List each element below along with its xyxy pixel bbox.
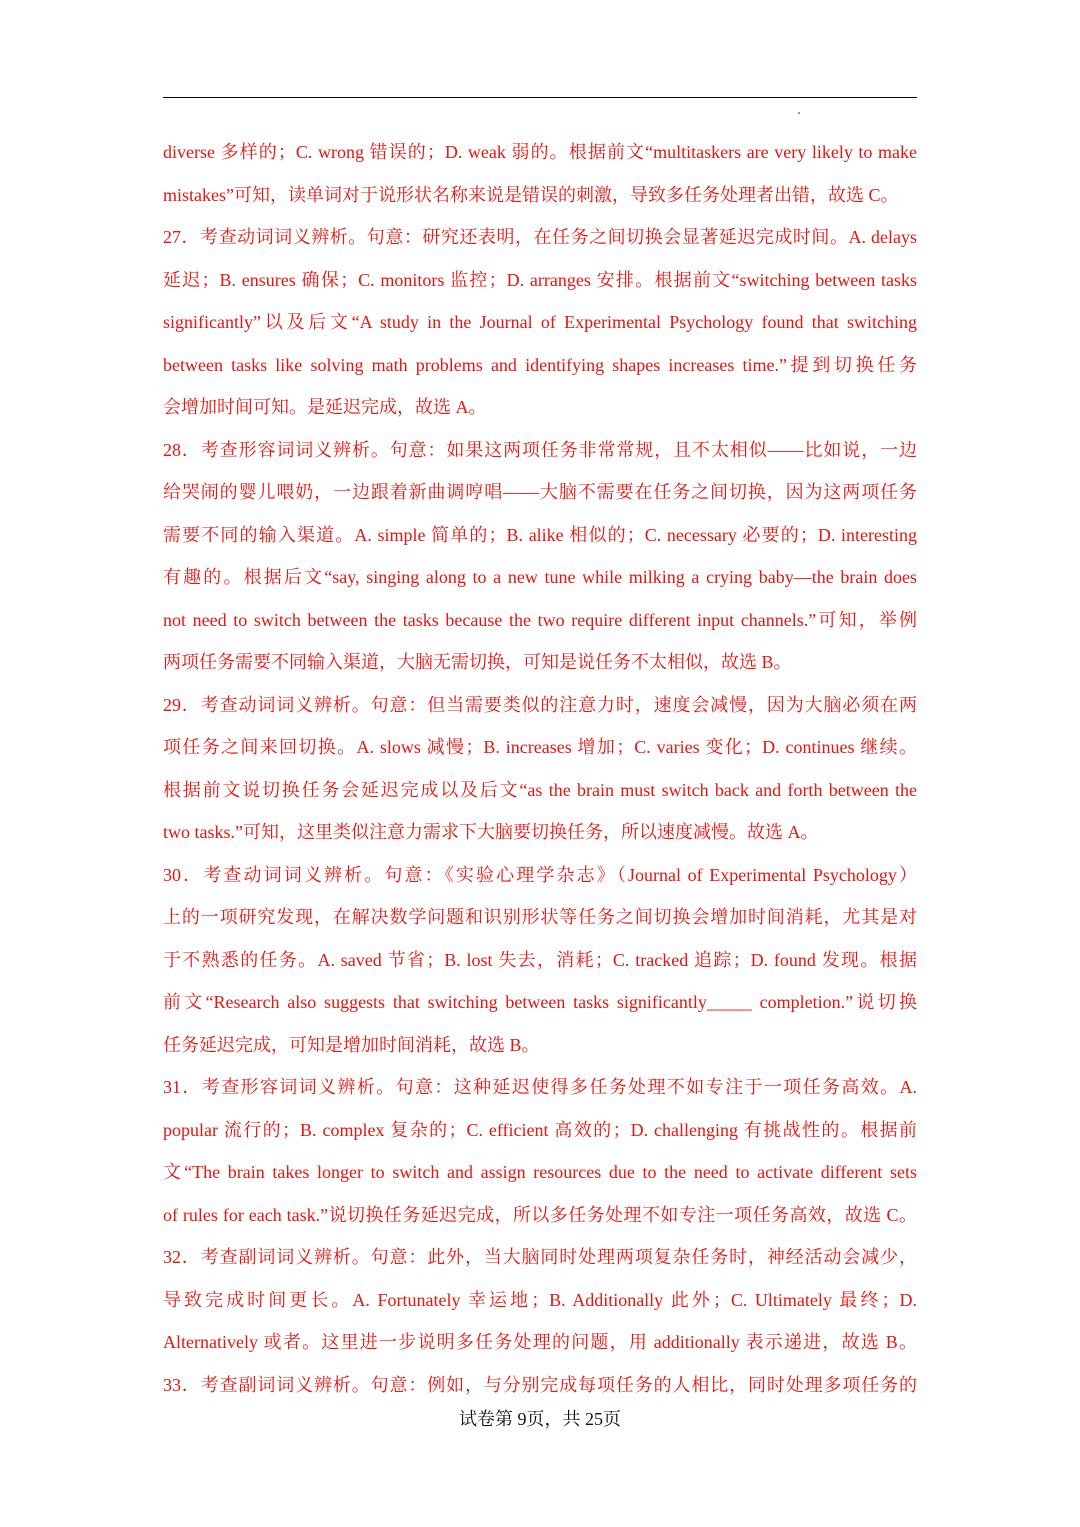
- text-line: not need to switch between the tasks because the two require different input channels.”可知，举例: [163, 609, 917, 630]
- text-line: popular 流行的；B. complex 复杂的；C. efficient 高效的；D. challenging 有挑战性的。根据前: [163, 1119, 917, 1140]
- header-rule: [163, 97, 917, 98]
- text-line: 27．考查动词词义辨析。句意：研究还表明，在任务之间切换会显著延迟完成时间。A. delays: [163, 227, 917, 247]
- text-line: diverse 多样的；C. wrong 错误的；D. weak 弱的。根据前文“multitaskers are very likely to make: [163, 142, 917, 162]
- text-line: 文“The brain takes longer to switch and assign resources due to the need to activate different sets: [163, 1162, 917, 1182]
- text-line: of rules for each task.”说切换任务延迟完成，所以多任务处理不如专注一项任务高效，故选 C。: [163, 1204, 917, 1225]
- text-line: 根据前文说切换任务会延迟完成以及后文“as the brain must switch back and forth between the: [163, 779, 917, 800]
- answer-explanation-body: [163, 131, 917, 1406]
- text-line: 会增加时间可知。是延迟完成，故选 A。: [163, 397, 487, 417]
- text-line: 有趣的。根据后文“say, singing along to a new tune while milking a crying baby—the brain does: [163, 567, 917, 587]
- text-line: two tasks.”可知，这里类似注意力需求下大脑要切换任务，所以速度减慢。故选 A。: [163, 822, 819, 842]
- text-line: 延迟；B. ensures 确保；C. monitors 监控；D. arranges 安排。根据前文“switching between tasks: [163, 269, 917, 290]
- text-line: 前文“Research also suggests that switching between tasks significantly_____ completion.”说切换: [163, 992, 917, 1012]
- text-line: mistakes”可知，读单词对于说形状名称来说是错误的刺激，导致多任务处理者出错，故选 C。: [163, 184, 899, 205]
- text-line: 项任务之间来回切换。A. slows 减慢；B. increases 增加；C. varies 变化；D. continues 继续。: [163, 737, 917, 757]
- header-mark: [798, 112, 800, 114]
- text-line: 导致完成时间更长。A. Fortunately 幸运地；B. Additionally 此外；C. Ultimately 最终；D.: [163, 1289, 917, 1310]
- text-line: 28．考查形容词词义辨析。句意：如果这两项任务非常常规，且不太相似——比如说，一边: [163, 439, 917, 460]
- text-line: 上的一项研究发现，在解决数学问题和识别形状等任务之间切换会增加时间消耗，尤其是对: [163, 907, 917, 927]
- text-line: 任务延迟完成，可知是增加时间消耗，故选 B。: [163, 1034, 540, 1055]
- page-footer: 试卷第 9页，共 25页: [459, 1409, 621, 1429]
- text-line: 33．考查副词词义辨析。句意：例如，与分别完成每项任务的人相比，同时处理多项任务的: [163, 1374, 917, 1395]
- text-line: 32．考查副词词义辨析。句意：此外，当大脑同时处理两项复杂任务时，神经活动会减少，: [163, 1247, 917, 1267]
- text-line: 31．考查形容词词义辨析。句意：这种延迟使得多任务处理不如专注于一项任务高效。A.: [163, 1077, 917, 1097]
- text-line: significantly”以及后文“A study in the Journal of Experimental Psychology found that switching: [163, 312, 917, 332]
- text-line: 29．考查动词词义辨析。句意：但当需要类似的注意力时，速度会减慢，因为大脑必须在两: [163, 694, 917, 715]
- text-line: Alternatively 或者。这里进一步说明多任务处理的问题，用 additionally 表示递进，故选 B。: [163, 1332, 917, 1352]
- text-line: 30．考查动词词义辨析。句意：《实验心理学杂志》（Journal of Experimental Psychology）: [163, 864, 917, 885]
- text-line: between tasks like solving math problems and identifying shapes increases time.”提到切换任务: [163, 354, 917, 375]
- text-line: 需要不同的输入渠道。A. simple 简单的；B. alike 相似的；C. necessary 必要的；D. interesting: [163, 524, 917, 545]
- text-line: 于不熟悉的任务。A. saved 节省；B. lost 失去，消耗；C. tracked 追踪；D. found 发现。根据: [163, 949, 917, 970]
- text-line: 两项任务需要不同输入渠道，大脑无需切换，可知是说任务不太相似，故选 B。: [163, 652, 792, 672]
- text-line: 给哭闹的婴儿喂奶，一边跟着新曲调哼唱——大脑不需要在任务之间切换，因为这两项任务: [163, 482, 917, 502]
